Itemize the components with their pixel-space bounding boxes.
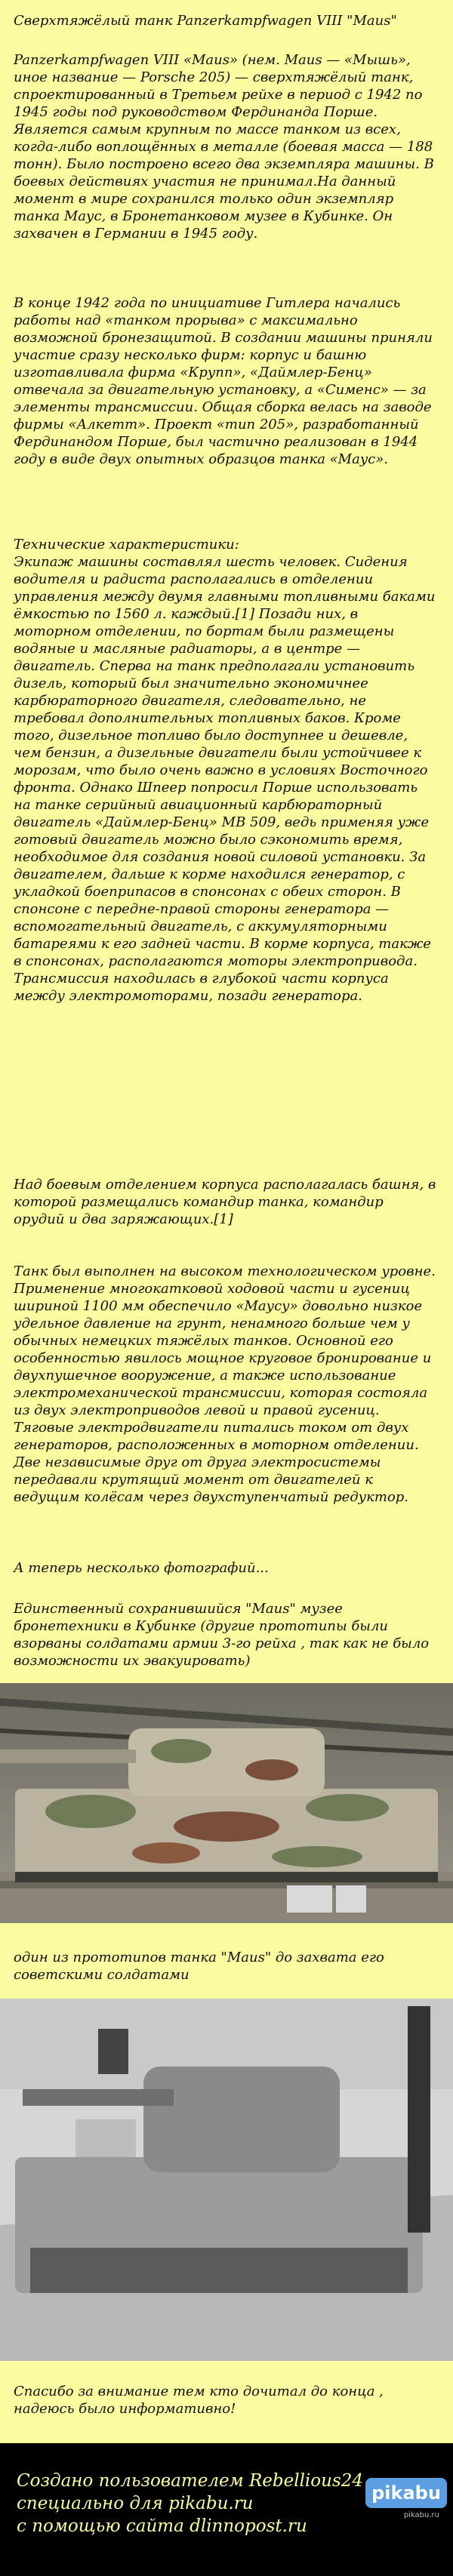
specs-paragraph: Экипаж машины составлял шесть человек. Сидения водителя и радиста располагались в отделении управления между двумя главными топливными баками ёмкостью по 1560 л. каждый.[1] Позади них, в моторном отделении, по бортам были размещены водяные и масляные радиаторы, а в центре — двигатель. Сперва на танк предполагали установить дизель, который был значительно экономичнее карбюраторного двигателя, следовательно, не требовал дополнительных топливных баков. Кроме того, дизельное топливо было доступнее и дешевле, чем бензин, а дизельные двигатели были устойчивее к морозам, что было очень важно в условиях Восточного фронта. Однако Шпеер попросил Порше использовать на танке серийный авиационный карбюраторный двигатель «Даймлер-Бенц» MB 509, ведь применяя уже готовый двигатель можно было сэкономить время, необходимое для создания новой силовой установки. За двигателем, дальше к корме находился генератор, с укладкой боеприпасов в спонсонах с обеих сторон. В спонсоне с передне-правой стороны генератора — вспомогательный двигатель, с аккумуляторными батареями к его задней части. В корме корпуса, также в спонсонах, располагаются моторы электропривода. Трансмиссия находилась в глубокой части корпуса между электромоторами, позади генератора. <box>14 554 436 1004</box>
prototype-caption: один из прототипов танка "Maus" до захвата его советскими солдатами <box>14 1950 384 1983</box>
design-paragraph: Танк был выполнен на высоком технологическом уровне. Применение многокатковой ходовой части и гусениц шириной 1100 мм обеспечило «Маусу» довольно низкое удельное давление на грунт, ненамного больше чем у обычных немецких тяжёлых танков. Основной его особенностью явилось мощное круговое бронирование и двухпушечное вооружение, а также использование электромеханической трансмиссии, которая состояла из двух электроприводов левой и правой гусениц. Тяговые электродвигатели питались током от двух генераторов, расположенных в моторном отделении. Две независимые друг от друга электросистемы передавали крутящий момент от двигателей к ведущим колёсам через двухступенчатый редуктор. <box>14 1263 436 1505</box>
museum-tank-photo <box>0 1683 453 1923</box>
photos-intro: А теперь несколько фотографий... <box>14 1560 269 1576</box>
pikabu-domain: pikabu.ru <box>403 2511 439 2519</box>
thanks-note: Спасибо за внимание тем кто дочитал до конца , надеюсь было информативно! <box>14 2384 384 2417</box>
maus-museum-image <box>0 1683 453 1923</box>
history-paragraph: В конце 1942 года по инициативе Гитлера начались работы над «танком прорыва» с максимально возможной бронезащитой. В создании машины приняли участие сразу несколько фирм: корпус и башню изготавливала фирма «Крупп», «Даймлер-Бенц» отвечала за двигательную установку, а «Сименс» — за элементы трансмиссии. Общая сборка велась на заводе фирмы «Алкетт». Проект «тип 205», разработанный Фердинандом Порше, был частично реализован в 1944 году в виде двух опытных образцов танка «Маус». <box>14 295 433 467</box>
intro-paragraph: Panzerkampfwagen VIII «Maus» (нем. Maus — «Мышь», иное название — Porsche 205) — сверхтяжёлый танк, спроектированный в Третьем рейхе в период с 1942 по 1945 годы под руководством Фердинанда Порше. Является самым крупным по массе танком из всех, когда-либо воплощённых в металле (боевая масса — 188 тонн). Было построено всего два экземпляра машины. В боевых действиях участия не принимал.На данный момент в мире сохранился только один экземпляр танка Маус, в Бронетанковом музее в Кубинке. Он захвачен в Германии в 1945 году. <box>14 52 434 242</box>
prototype-photo <box>0 1999 453 2361</box>
specs-heading: Технические характеристики: <box>14 537 239 552</box>
footer-tool[interactable]: с помощью сайта dlinnopost.ru <box>17 2516 307 2536</box>
turret-paragraph: Над боевым отделением корпуса располагалась башня, в которой размещались командир танка, командир орудий и два заряжающих.[1] <box>14 1177 436 1227</box>
post-title: Сверхтяжёлый танк Panzerkampfwagen VIII "Maus" <box>14 13 397 29</box>
pikabu-logo[interactable]: pikabu <box>365 2478 447 2508</box>
maus-prototype-image <box>0 1999 453 2361</box>
museum-caption: Единственный сохранившийся "Maus" музее бронетехники в Кубинке (другие прототипы были взорваны солдатами армии 3-го рейха , так как не было возможности их эвакуировать) <box>14 1601 430 1669</box>
footer-author: Создано пользователем Rebellious24 <box>17 2471 364 2491</box>
footer-site[interactable]: специально для pikabu.ru <box>17 2494 254 2513</box>
footer-banner <box>0 2443 453 2576</box>
